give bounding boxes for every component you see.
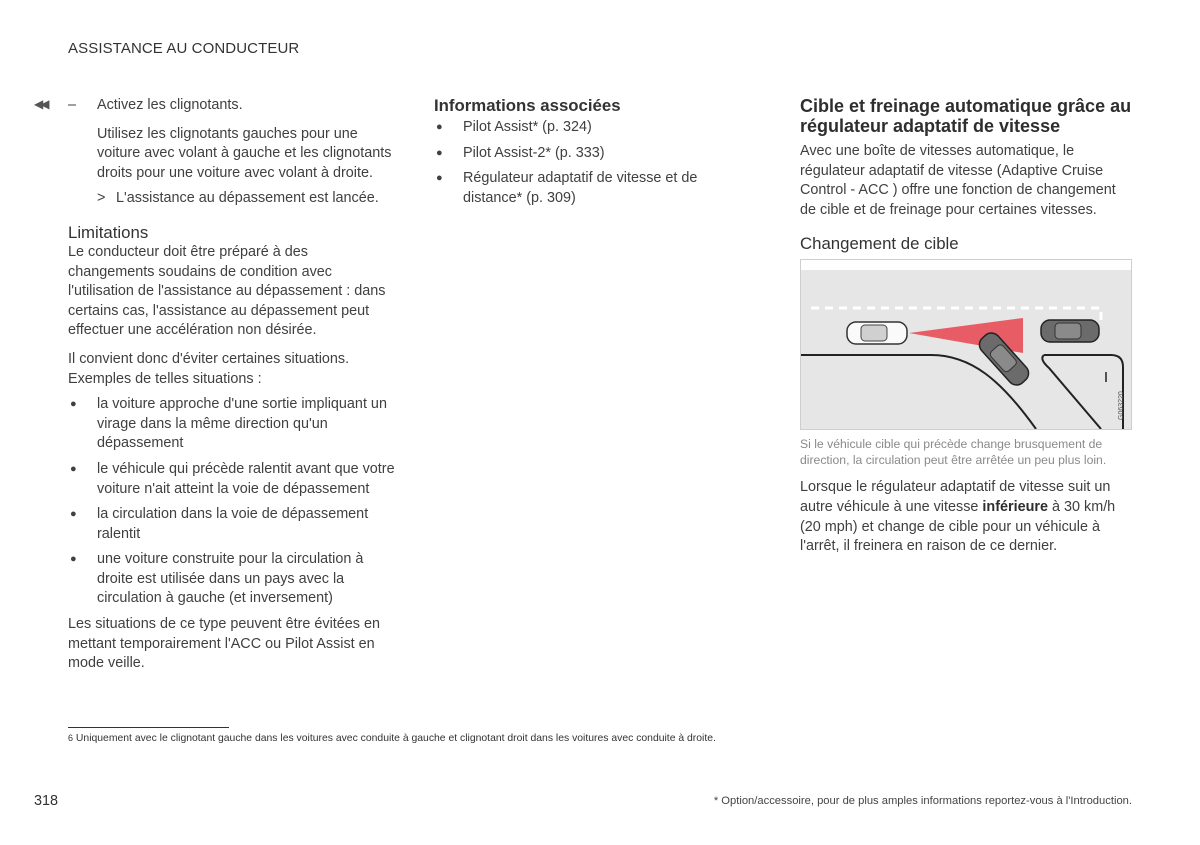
- stopped-car-icon: [1041, 320, 1099, 342]
- target-change-illustration: [800, 259, 1132, 430]
- list-item-text: le véhicule qui précède ralentit avant que votre voiture n'ait atteint la voie de dépassement: [97, 460, 395, 497]
- related-link-acc[interactable]: [434, 169, 754, 208]
- result-text: L'assistance au dépassement est lancée.: [116, 190, 379, 207]
- list-item: [68, 550, 398, 609]
- figure-code: G063220: [1118, 391, 1125, 421]
- footnote-divider: [68, 727, 229, 728]
- braking-text-1: Lorsque le régulateur adaptatif de vitesse suit un autre véhicule à une vitesse: [800, 479, 1111, 515]
- column-1: [68, 96, 398, 674]
- related-links-list: [434, 118, 754, 208]
- bullet: ●: [70, 462, 77, 475]
- back-arrow-icon[interactable]: ◀◀: [34, 97, 47, 111]
- option-note: * Option/accessoire, pour de plus amples informations reportez-vous à l'Introduction.: [713, 795, 1132, 807]
- bullet: ●: [436, 146, 443, 159]
- column-2: [434, 96, 754, 214]
- list-item: [68, 395, 398, 454]
- list-item-text: une voiture construite pour la circulation à droite est utilisée dans un pays avec la circulation à gauche (et inversement): [97, 551, 364, 607]
- situations-list: [68, 395, 398, 609]
- limitations-paragraph-2: Il convient donc d'éviter certaines situations. Exemples de telles situations :: [68, 350, 350, 387]
- link-text: Régulateur adaptatif de vitesse et de distance* (p. 309): [463, 170, 698, 206]
- braking-paragraph: [800, 478, 1134, 556]
- subsection-heading: Changement de cible: [800, 234, 959, 254]
- list-item-text: la circulation dans la voie de dépassement ralentit: [97, 506, 369, 542]
- footnote: [68, 733, 716, 744]
- figure-caption: Si le véhicule cible qui précède change brusquement de direction, la circulation peut être arrêtée un peu plus loin.: [800, 437, 1107, 468]
- intro-paragraph: Avec une boîte de vitesses automatique, le régulateur adaptatif de vitesse (Adaptive Cruise Control - ACC ) offre une fonction de changement de cible et de freinage pour certaines vitesses.: [800, 143, 1116, 218]
- braking-text-bold: inférieure: [982, 498, 1048, 515]
- road-diagram: [801, 260, 1131, 429]
- list-item: [68, 505, 398, 544]
- step-text: Activez les clignotants.: [97, 97, 243, 113]
- step-item: [68, 96, 398, 116]
- bullet: ●: [436, 121, 443, 133]
- page-number: 318: [34, 793, 59, 809]
- step-result: [68, 189, 398, 209]
- page-header: ASSISTANCE AU CONDUCTEUR: [68, 40, 300, 57]
- section-heading: Cible et freinage automatique grâce au régulateur adaptatif de vitesse: [800, 96, 1132, 136]
- link-text: Pilot Assist* (p. 324): [463, 119, 592, 135]
- related-info-heading: Informations associées: [434, 96, 621, 115]
- bullet: ●: [70, 398, 77, 411]
- limitations-heading: Limitations: [68, 222, 149, 242]
- step-detail: Utilisez les clignotants gauches pour une voiture avec volant à gauche et les clignotants droits pour une voiture avec volant à droite.: [97, 125, 392, 181]
- result-arrow: >: [97, 190, 106, 207]
- link-text: Pilot Assist-2* (p. 333): [463, 144, 605, 161]
- related-link-pilot-assist[interactable]: [434, 118, 754, 138]
- footnote-marker: 6: [68, 733, 74, 743]
- limitations-paragraph-1: Le conducteur doit être préparé à des changements soudains de condition avec l'utilisation de l'assistance au dépassement : dans certains cas, l'assistance au dépassement peut effectuer une accélération non désirée.: [68, 243, 386, 339]
- closing-paragraph: Les situations de ce type peuvent être évitées en mettant temporairement l'ACC ou Pilot Assist en mode veille.: [68, 616, 380, 672]
- column-3: [800, 96, 1134, 557]
- bullet: ●: [70, 553, 77, 566]
- list-item-text: la voiture approche d'une sortie impliquant un virage dans la même direction qu'un dépassement: [97, 396, 387, 452]
- footnote-text: Uniquement avec le clignotant gauche dans les voitures avec conduite à gauche et clignotant droit dans les voitures avec conduite à droite.: [75, 733, 716, 744]
- bullet: ●: [436, 172, 443, 185]
- list-item: [68, 460, 398, 499]
- braking-text-2: à 30 km/h (20 mph) et change de cible pour un véhicule à l'arrêt, il freinera en raison de ce dernier.: [800, 498, 1116, 555]
- bullet: ●: [70, 508, 77, 521]
- step-dash: –: [68, 97, 77, 113]
- related-link-pilot-assist-2[interactable]: [434, 144, 754, 164]
- own-car-icon: [847, 322, 907, 344]
